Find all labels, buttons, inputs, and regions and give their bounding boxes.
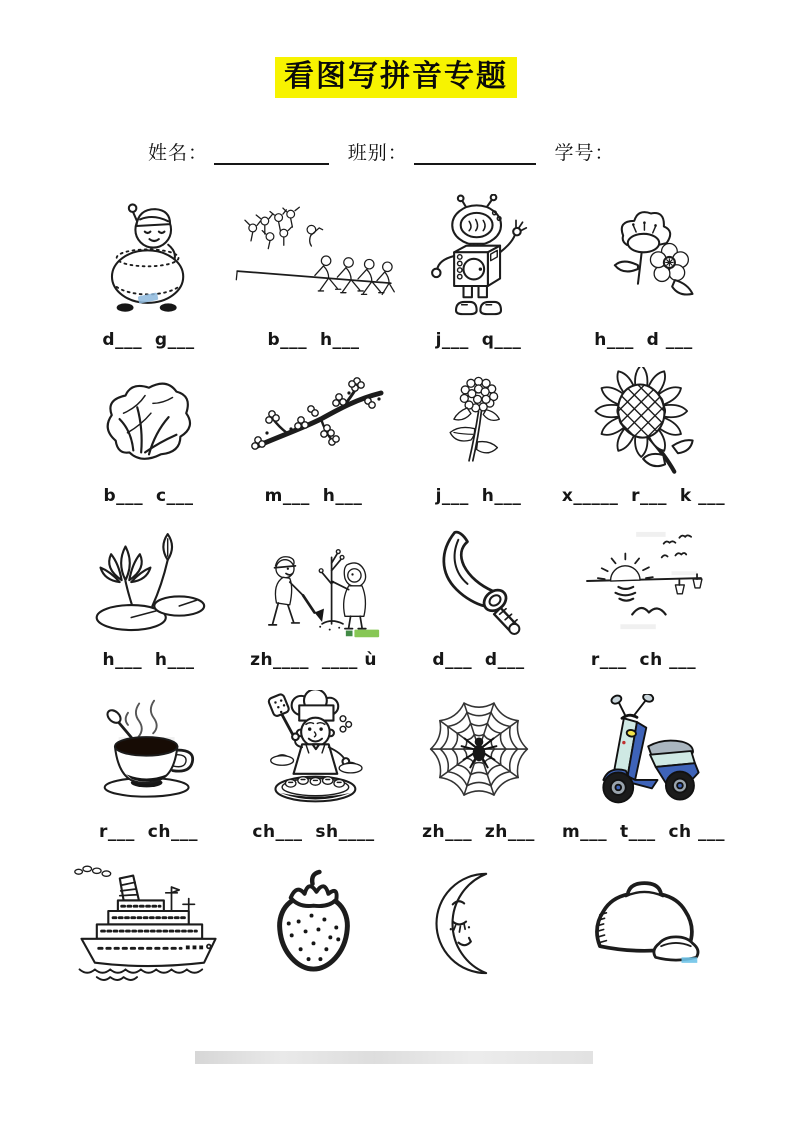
- worksheet-item: [396, 859, 561, 987]
- worksheet-item: [231, 189, 396, 357]
- worksheet-item: [66, 687, 231, 849]
- pinyin-hint: b___ h___: [267, 329, 360, 350]
- worksheet-item: [231, 367, 396, 513]
- worksheet-item: [66, 367, 231, 513]
- sunrise-over-sea-image: [579, 523, 709, 643]
- pinyin-hint: b___ c___: [103, 485, 194, 506]
- motor-scooter-image: [577, 687, 710, 815]
- worksheet-item: [396, 189, 561, 357]
- worksheet-item: [561, 189, 726, 357]
- footer-watermark: [195, 1051, 593, 1064]
- name-label: 姓名：: [148, 142, 209, 164]
- student-info-line: [148, 138, 792, 165]
- pinyin-hint: d___ g___: [102, 329, 195, 350]
- robot-image: [426, 189, 531, 323]
- worksheet-item: [66, 523, 231, 677]
- worksheet-item: [66, 859, 231, 987]
- pinyin-hint: ch___ sh____: [252, 821, 375, 842]
- worksheet-item: [396, 367, 561, 513]
- spider-web-image: [421, 687, 537, 815]
- child-beating-drum-image: [95, 189, 203, 323]
- class-blank: [414, 146, 536, 165]
- ship-image: [70, 859, 228, 987]
- pinyin-hint: j___ q___: [435, 329, 522, 350]
- pinyin-hint: m___ t___ ch ___: [561, 821, 726, 842]
- crescent-moon-image: [426, 859, 531, 987]
- plum-blossom-branch-image: [239, 367, 389, 479]
- pinyin-hint: h___ h___: [102, 649, 195, 670]
- pinyin-hint: zh____ ____ ù: [250, 649, 377, 670]
- worksheet-row: [66, 859, 726, 987]
- worksheet-grid: [66, 189, 726, 987]
- flowers-image: [588, 189, 699, 323]
- worksheet-row: [66, 367, 726, 513]
- chrysanthemum-image: [431, 367, 526, 479]
- broadsword-image: [427, 523, 530, 643]
- strawberry-image: [259, 859, 368, 987]
- tree-planting-image: [240, 523, 388, 643]
- gold-ingots-image: [583, 859, 704, 987]
- pinyin-hint: r___ ch___: [99, 821, 198, 842]
- worksheet-item: [561, 367, 726, 513]
- worksheet-item: [396, 687, 561, 849]
- worksheet-row: [66, 687, 726, 849]
- worksheet-item: [231, 859, 396, 987]
- pinyin-hint: zh___ zh___: [422, 821, 535, 842]
- worksheet-item: [231, 687, 396, 849]
- worksheet-item: [231, 523, 396, 677]
- pinyin-hint: d___ d___: [432, 649, 525, 670]
- worksheet-item: [66, 189, 231, 357]
- lotus-image: [89, 523, 208, 643]
- pinyin-hint: h___ d ___: [594, 329, 693, 350]
- pinyin-hint: r___ ch ___: [590, 649, 697, 670]
- worksheet-row: [66, 523, 726, 677]
- page-title: 看图写拼音专题: [275, 57, 517, 98]
- name-blank: [214, 146, 329, 165]
- worksheet-item: [561, 859, 726, 987]
- tug-of-war-image: [232, 189, 396, 323]
- pinyin-hint: j___ h___: [435, 485, 522, 506]
- class-label: 班别：: [347, 142, 408, 164]
- hot-tea-cup-image: [87, 687, 210, 815]
- sunflower-image: [588, 367, 700, 479]
- worksheet-item: [561, 523, 726, 677]
- chef-image: [246, 687, 381, 815]
- pinyin-hint: m___ h___: [264, 485, 363, 506]
- pinyin-hint: x_____ r___ k ___: [561, 485, 726, 506]
- chinese-cabbage-image: [94, 367, 204, 479]
- worksheet-row: [66, 189, 726, 357]
- worksheet-item: [396, 523, 561, 677]
- student-no-label: 学号：: [554, 142, 615, 164]
- worksheet-item: [561, 687, 726, 849]
